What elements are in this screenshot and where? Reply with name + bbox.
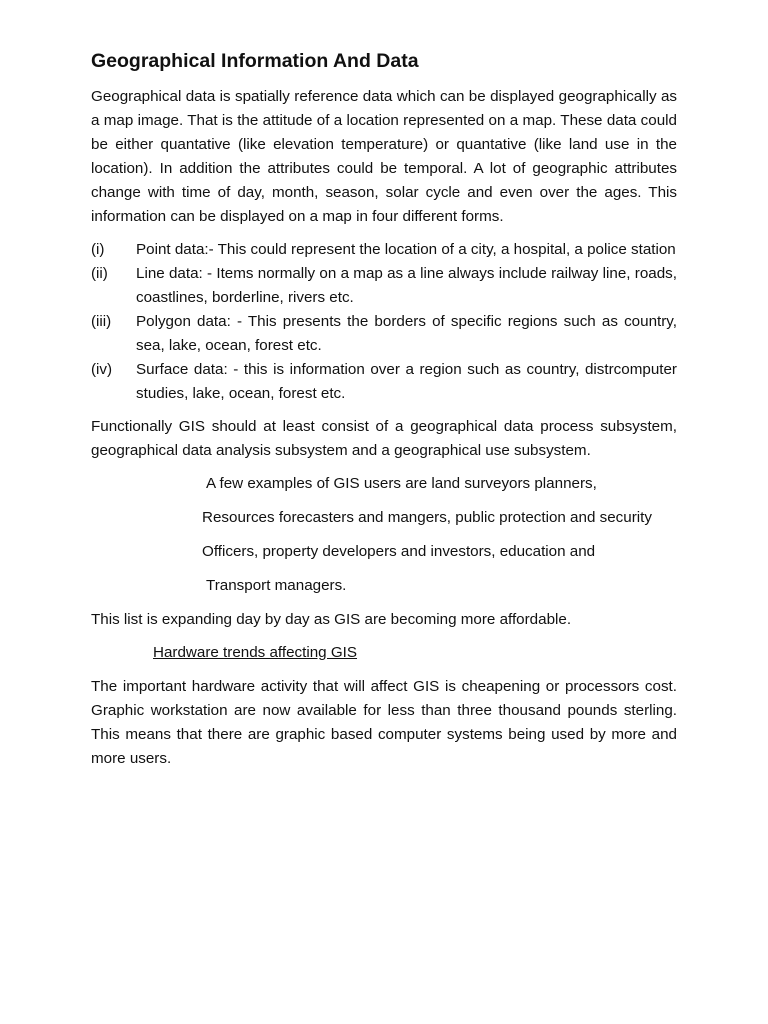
example-line: Transport managers. [206,577,347,594]
list-item [91,310,677,358]
list-marker: (iv) [91,361,113,378]
list-item [91,238,677,262]
hardware-heading [91,641,677,665]
example-line: Officers, property developers and investors, education and [202,543,596,560]
list-marker: (iii) [91,313,112,330]
list-item [91,358,677,406]
list-text: Surface data: - this is information over a region such as country, distrcomputer studies, lake, ocean, forest etc. [136,361,677,402]
intro-paragraph: Geographical data is spatially reference data which can be displayed geographically as a map image. That is the attitude of a location represented on a map. These data could be either quantative (like elevation temperature) or quantative (like land use in the location). In addition the attributes could be temporal. A lot of geographic attributes change with time of day, month, season, solar cycle and even over the ages. This information can be displayed on a map in four different forms. [91,88,677,225]
list-text: Polygon data: - This presents the borders of specific regions such as country, sea, lake, ocean, forest etc. [136,313,677,354]
hardware-paragraph: The important hardware activity that will affect GIS is cheapening or processors cost. Graphic workstation are now available for less than three thousand pounds sterling. This means that there are graphic based computer systems being used by more and more users. [91,678,677,767]
list-item [91,262,677,310]
document-title: Geographical Information And Data [91,50,419,72]
forms-list [91,238,677,406]
list-marker: (ii) [91,265,108,282]
example-line: A few examples of GIS users are land surveyors planners, [206,475,597,492]
list-text: Line data: - Items normally on a map as a line always include railway line, roads, coastlines, borderline, rivers etc. [136,265,677,306]
list-text: Point data:- This could represent the location of a city, a hospital, a police station [136,241,676,258]
example-line: Resources forecasters and mangers, public protection and security [202,509,652,526]
functional-paragraph: Functionally GIS should at least consist of a geographical data process subsystem, geographical data analysis subsystem and a geographical use subsystem. [91,418,677,459]
list-marker: (i) [91,241,105,258]
hardware-heading-text: Hardware trends affecting GIS [153,644,358,661]
expanding-paragraph: This list is expanding day by day as GIS are becoming more affordable. [91,611,572,628]
document-page [91,48,677,780]
